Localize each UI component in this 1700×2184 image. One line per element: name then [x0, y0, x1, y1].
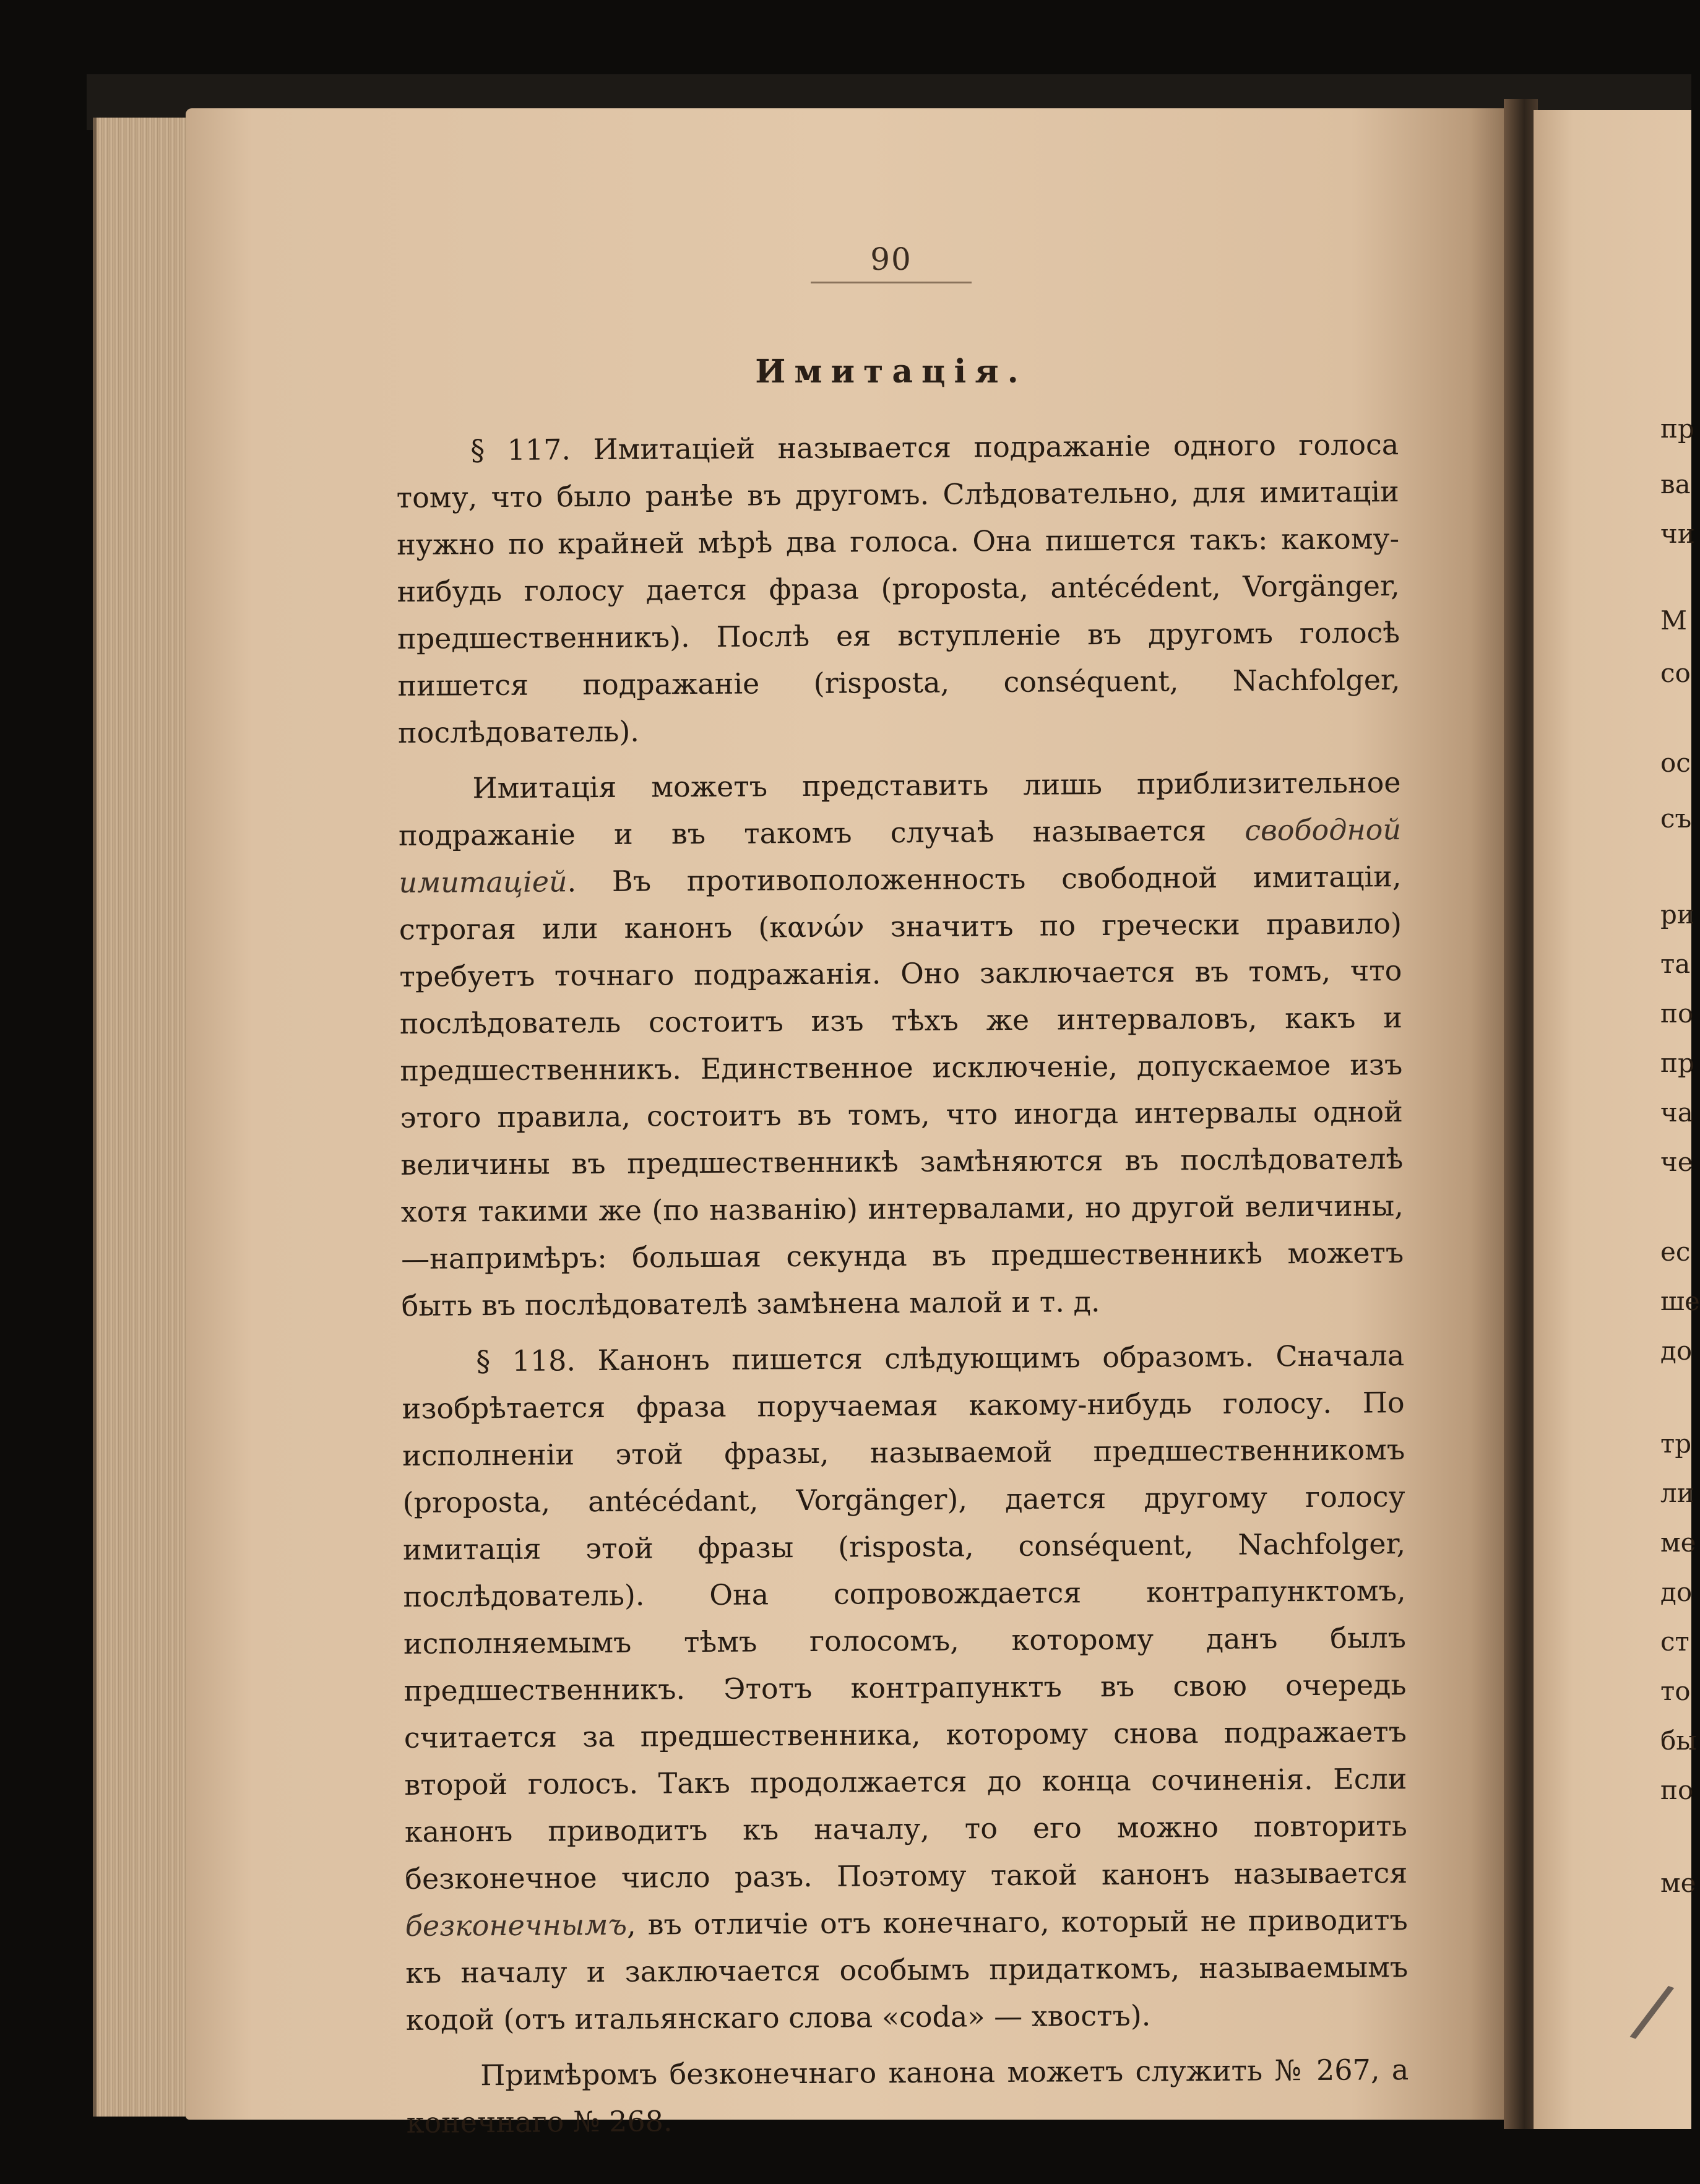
right-page-fragment: М: [1660, 605, 1688, 636]
right-page-fragment: чи: [1660, 519, 1695, 549]
paragraph-text: . Въ противоположенность свободной имитаціи, строгая или канонъ (κανών значитъ по гречески правило) требуетъ точнаго подражанія. Оно заключается въ томъ, что послѣдователь состоитъ изъ тѣхъ же интерваловъ, какъ и предшественникъ. Единственное исключеніе, допускаемое изъ этого правила, состоитъ въ томъ, что иногда интервалы одной величины въ предшественникѣ замѣняются въ послѣдователѣ хотя такими же (по названію) интервалами, но другой величины,—напримѣръ: большая секунда въ предшественникѣ можетъ быть въ послѣдователѣ замѣнена малой и т. д.: [399, 860, 1404, 1323]
right-page-fragment: бы: [1660, 1725, 1697, 1756]
right-page-fragment: то: [1660, 1676, 1691, 1706]
right-page-fragment: по: [1660, 998, 1694, 1029]
right-page-fragment: ча: [1660, 1097, 1693, 1128]
right-page-fragment: пр: [1660, 1048, 1694, 1078]
right-page-fragment: та: [1660, 949, 1691, 979]
right-page-fragment: тр: [1660, 1428, 1692, 1459]
right-page: [1534, 110, 1700, 2129]
paragraph-text: § 118. Канонъ пишется слѣдующимъ образомъ. Сначала изобрѣтается фраза поручаемая какому-нибудь голосу. По исполненіи этой фразы, называемой предшественникомъ (proposta, antécédant, Vorgänger), дается другому голосу имитація этой фразы (risposta, conséquent, Nachfolger, послѣдователь). Она сопровождается контрапунктомъ, исполняемымъ тѣмъ голосомъ, которому данъ былъ предшественникъ. Этотъ контрапунктъ въ свою очередь считается за предшественника, которому снова подражаетъ второй голосъ. Такъ продолжается до конца сочиненія. Если канонъ приводитъ къ началу, то его можно повторить безконечное число разъ. Поэтому такой канонъ называется: [402, 1339, 1408, 1896]
right-page-fragment: ва: [1660, 469, 1691, 499]
right-page-fragment: ше: [1660, 1286, 1700, 1316]
right-page-fragment: до: [1660, 1336, 1693, 1366]
section-heading: Имитація.: [755, 353, 1027, 391]
right-page-fragment: ме: [1660, 1868, 1696, 1898]
right-page-fragment: съ: [1660, 803, 1692, 834]
right-page-fragment: по: [1660, 1775, 1694, 1805]
page-stack-edge: [93, 118, 196, 2117]
paragraph-text: Имитація можетъ представить лишь приблизительное подражаніе и въ такомъ случаѣ называется: [398, 766, 1401, 852]
paragraph-example: Примѣромъ безконечнаго канона можетъ служить № 267, а конечнаго № 268.: [406, 2053, 1409, 2139]
italic-term: безконечнымъ: [405, 1907, 628, 1943]
right-page-fragment: ос: [1660, 748, 1691, 778]
right-page-fragment: до: [1660, 1577, 1693, 1607]
page-number-rule: [811, 282, 972, 283]
book-gutter: [1504, 99, 1538, 2129]
right-page-fragment: че: [1660, 1147, 1693, 1177]
right-page-fragment: ме: [1660, 1527, 1696, 1558]
right-page-fragment: ри: [1660, 899, 1694, 930]
right-page-fragment: ес: [1660, 1237, 1691, 1267]
body-text: [396, 421, 1409, 2155]
right-page-fragment: со: [1660, 658, 1691, 688]
right-page-fragment: пр: [1660, 413, 1694, 444]
right-page-fragment: ст: [1660, 1626, 1689, 1657]
page-number: 90: [870, 241, 912, 277]
paragraph-117: § 117. Имитаціей называется подражаніе одного голоса тому, что было ранѣе въ другомъ. Слѣдовательно, для имитаціи нужно по крайней мѣрѣ два голоса. Она пишется такъ: какому-нибудь голосу дается фраза (proposta, antécédent, Vorgänger, предшественникъ). Послѣ ея вступленіе въ другомъ голосѣ пишется подражаніе (risposta, conséquent, Nachfolger, послѣдователь).: [396, 428, 1400, 749]
pencil-mark-icon: /: [1626, 1966, 1679, 2056]
paragraph-imitation: [398, 759, 1404, 1329]
paragraph-text: , въ отличіе отъ конечнаго, который не приводитъ къ началу и заключается особымъ придаткомъ, называемымъ кодой (отъ итальянскаго слова «coda» — хвостъ).: [405, 1903, 1409, 2037]
italic-term: свободной имитаціей: [399, 813, 1402, 899]
paragraph-118: [402, 1332, 1409, 2044]
right-page-fragment: ли: [1660, 1478, 1694, 1508]
